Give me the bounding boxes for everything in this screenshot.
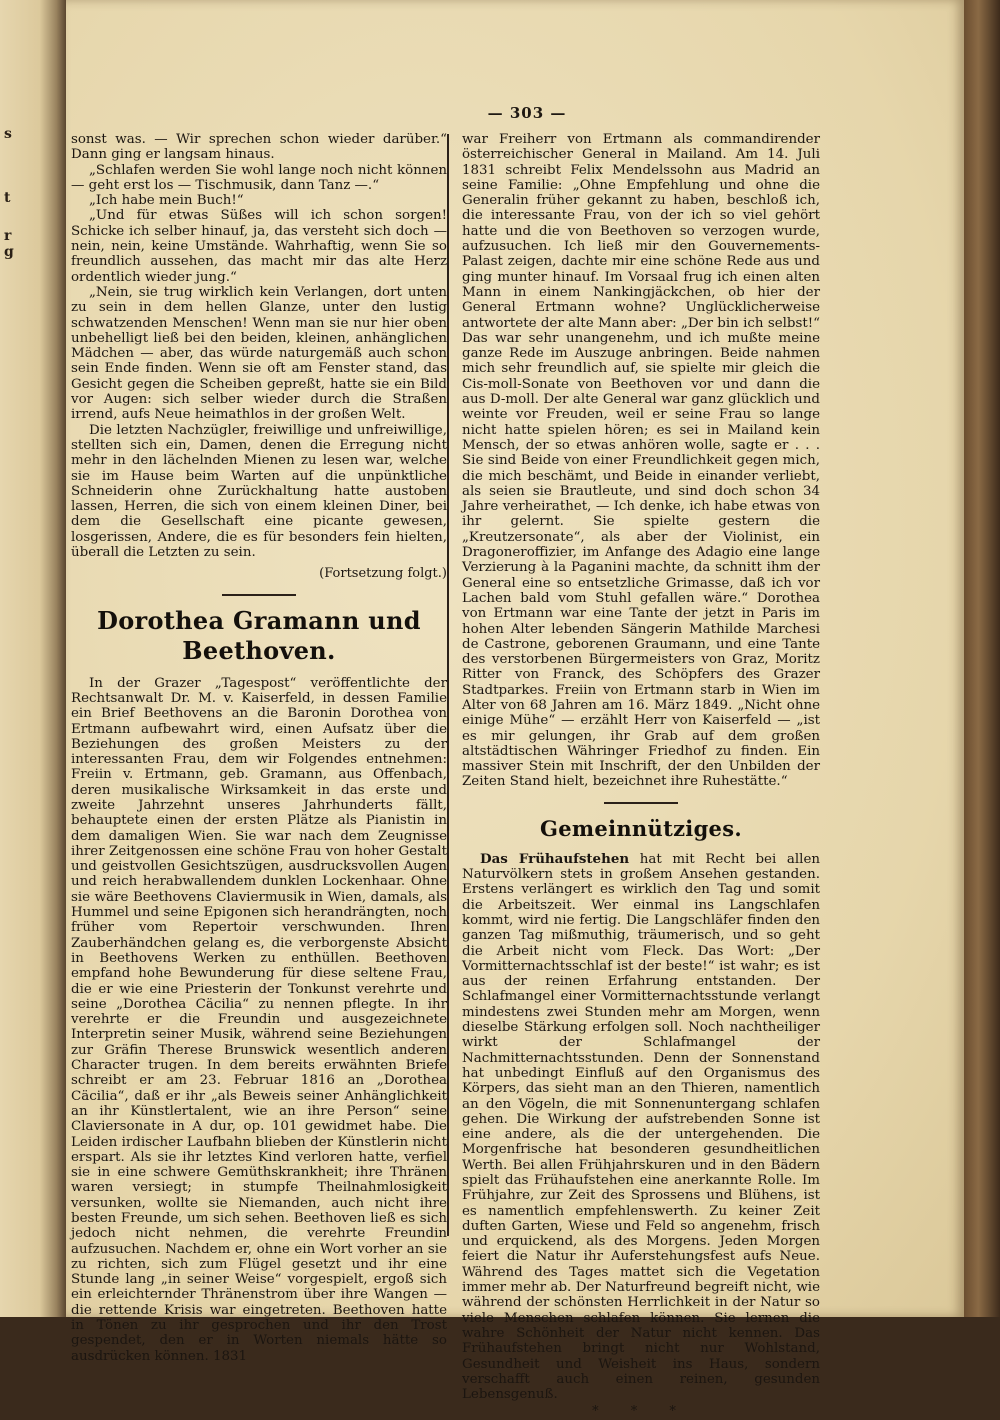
margin-fragment: s bbox=[4, 126, 12, 142]
end-mark: * * * bbox=[592, 1404, 690, 1420]
margin-fragment: r bbox=[4, 228, 12, 244]
paragraph: In der Grazer „Tagespost“ veröffentlichte der Rechtsanwalt Dr. M. v. Kaiserfeld, in dessen Familie ein Brief Beethovens an die Baronin Dorothea von Ertmann aufbewahrt wird, einen Aufsatz über die Beziehungen des großen Meisters zu der interessanten Frau, dem wir Folgendes entnehmen: Freiin v. Ertmann, geb. Gramann, aus Offenbach, deren musikalische Wirksamkeit in das erste und zweite Jahrzehnt unseres Jahrhunderts fällt, behauptete einen der ersten Plätze als Pianistin in dem damaligen Wien. Sie war nach dem Zeugnisse ihrer Zeitgenossen eine schöne Frau von hoher Gestalt und geistvollen Gesichtszügen, ausdrucksvollen Augen und reich herabwallendem dunklen Lockenhaar. Ohne sie wäre Beethovens Claviermusik in Wien, damals, als Hummel und seine Epigonen sich herandrängten, noch früher vom Repertoir verschwunden. Ihren Zauberhändchen gelang es, die verborgenste Absicht in Beethovens Werken zu enthüllen. Beethoven empfand hohe Bewunderung für diese seltene Frau, die er wie eine Priesterin der Tonkunst verehrte und seine „Dorothea Cäcilia“ zu nennen pflegte. In ihr verehrte er die Freundin und ausgezeichnete Interpretin seiner Musik, während seine Beziehungen zur Gräfin Therese Brunswick wesentlich anderen Character trugen. In dem bereits erwähnten Briefe schreibt er am 23. Februar 1816 an „Dorothea Cäcilia“, daß er ihr „als Beweis seiner Anhänglichkeit an ihr Künstlertalent, wie an ihre Person“ seine Claviersonate in A dur, op. 101 gewidmet habe. Die Leiden irdischer Laufbahn blieben der Künstlerin nicht erspart. Als sie ihr letztes Kind verloren hatte, verfiel sie in eine schwere Gemüthskrankheit; ihre Thränen waren versiegt; in stumpfe Theilnahmlosigkeit versunken, wollte sie Niemanden, auch nicht ihre besten Freunde, um sich sehen. Beethoven ließ es sich jedoch nicht nehmen, die verehrte Freundin aufzusuchen. Nachdem er, ohne ein Wort vorher an sie zu richten, sich zum Flügel gesetzt und ihr eine Stunde lang „in seiner Weise“ vorgespielt, ergoß sich ein erleichternder Thränenstrom über ihre Wangen — die rettende Krisis war eingetreten. Beethoven hatte in Tönen zu ihr gesprochen und ihr den Trost gespendet, den er in Worten niemals hätte so ausdrücken können. 1831 bbox=[71, 675, 447, 1364]
paragraph: „Ich habe mein Buch!“ bbox=[89, 193, 244, 209]
paragraph: Die letzten Nachzügler, freiwillige und unfreiwillige, stellten sich ein, Damen, denen die Erregung nicht mehr in den lächelnden Mienen zu lesen war, welche sie im Hause beim Warten auf die unpünktliche Schneiderin ohne Zurückhaltung hatte austoben lassen, Herren, die sich von einem kleinen Diner, bei dem die Gesellschaft eine picante gewesen, losgerissen, Andere, die es für besonders fein hielten, überall die Letzten zu sein. bbox=[71, 422, 447, 561]
article-title: Dorothea Gramann und Beethoven. bbox=[97, 605, 421, 665]
book-cover-edge bbox=[964, 0, 1000, 1317]
section-rule bbox=[604, 802, 678, 804]
previous-page-edge bbox=[0, 0, 66, 1317]
paragraph: „Nein, sie trug wirklich kein Verlangen, dort unten zu sein in dem hellen Glanze, unter den lustig schwatzenden Menschen! Wenn man sie nur hier oben unbehelligt ließ bei den beiden, kleinen, anhänglichen Mädchen — aber, das würde naturgemäß auch schon sein Ende finden. Wenn sie oft am Fenster stand, das Gesicht gegen die Scheiben gepreßt, hatte sie ein Bild vor Augen: sich selber wieder durch die Straßen irrend, aufs Neue heimathlos in der großen Welt. bbox=[71, 284, 447, 423]
left-column bbox=[71, 132, 447, 1364]
paragraph: sonst was. — Wir sprechen schon wieder darüber.“ Dann ging er langsam hinaus. bbox=[71, 132, 447, 163]
continuation-note: (Fortsetzung folgt.) bbox=[319, 566, 447, 582]
right-column bbox=[462, 132, 820, 1420]
item-lead: Das Frühaufstehen bbox=[480, 850, 630, 867]
column-divider bbox=[447, 134, 449, 1236]
paragraph: war Freiherr von Ertmann als commandirender österreichischer General in Mailand. Am 14. Juli 1831 schreibt Felix Mendelssohn aus Madrid an seine Familie: „Ohne Empfehlung und ohne die Generalin früher gekannt zu haben, beschloß ich, die interessante Frau, von der ich so viel gehört hatte und die von Beethoven so verzogen wurde, aufzusuchen. Ich ließ mir den Gouvernements-Palast zeigen, dachte mir eine schöne Rede aus und ging munter hinauf. Im Vorsaal frug ich einen alten Mann in einem Nankingjäckchen, ob hier der General Ertmann wohne? Unglücklicherweise antwortete der alte Mann aber: „Der bin ich selbst!“ Das war sehr unangenehm, und ich mußte meine ganze Rede im Auszuge anbringen. Beide nahmen mich sehr freundlich auf, sie spielte mir gleich die Cis-moll-Sonate von Beethoven vor und dann die aus D-moll. Der alte General war ganz glücklich und weinte vor Freuden, weil er seine Frau so lange nicht hatte spielen hören; es sei in Mailand kein Mensch, der so etwas anhören wolle, sagte er . . . Sie sind Beide von einer Freundlichkeit gegen mich, die mich beschämt, und Beide in einander verliebt, als seien sie Brautleute, und sind doch schon 34 Jahre verheirathet, — Ich denke, ich habe etwas von ihr gelernt. Sie spielte gestern die „Kreutzersonate“, als aber der Violinist, ein Dragoneroffizier, im Anfange des Adagio eine lange Verzierung à la Paganini machte, da schnitt ihm der General eine so entsetzliche Grimasse, daß ich vor Lachen bald vom Stuhl gefallen wäre.“ Dorothea von Ertmann war eine Tante der jetzt in Paris im hohen Alter lebenden Sängerin Mathilde Marchesi de Castrone, geborenen Graumann, und eine Tante des verstorbenen Bürgermeisters von Graz, Moritz Ritter von Franck, des Schöpfers des Grazer Stadtparkes. Freiin von Ertmann starb in Wien im Alter von 68 Jahren am 16. März 1849. „Nicht ohne einige Mühe“ — erzählt Herr von Kaiserfeld — „ist es mir gelungen, ihr Grab auf dem großen altstädtischen Währinger Friedhof zu finden. Ein massiver Stein mit Inschrift, der den Unbilden der Zeiten Stand hielt, bezeichnet ihre Ruhestätte.“ bbox=[462, 132, 820, 790]
margin-fragment: t bbox=[4, 190, 11, 206]
paragraph: „Schlafen werden Sie wohl lange noch nicht können — geht erst los — Tischmusik, dann Tanz —.“ bbox=[71, 162, 447, 193]
section-title: Gemeinnütziges. bbox=[540, 815, 742, 841]
paragraph bbox=[462, 852, 820, 1403]
section-rule bbox=[222, 594, 296, 596]
item-text: hat mit Recht bei allen Naturvölkern stets in großem Ansehen gestanden. Erstens verlängert es wirklich den Tag und somit die Arbeitszeit. Wer einmal ins Langschlafen kommt, wird nie fertig. Die Langschläfer finden den ganzen Tag mißmuthig, träumerisch, und so geht die Arbeit nicht vom Fleck. Das Wort: „Der Vormitternachtsschlaf ist der beste!“ ist wahr; es ist aus der reinen Erfahrung entstanden. Der Schlafmangel einer Vormitternachtsstunde verlangt mindestens zwei Stunden mehr am Morgen, wenn dieselbe Stärkung erfolgen soll. Noch nachtheiliger wirkt der Schlafmangel der Nachmitternachtsstunden. Denn der Sonnenstand hat unbedingt Einfluß auf den Organismus des Körpers, das sieht man an den Thieren, namentlich an den Vögeln, die mit Sonnenuntergang schlafen gehen. Die Wirkung der aufstrebenden Sonne ist eine andere, als die der untergehenden. Die Morgenfrische hat besonderen gesundheitlichen Werth. Bei allen Frühjahrskuren und in den Bädern spielt das Frühaufstehen eine anerkannte Rolle. Im Frühjahre, zur Zeit des Sprossens und Blühens, ist es namentlich empfehlenswerth. Zu keiner Zeit duften Garten, Wiese und Feld so angenehm, frisch und erquickend, als des Morgens. Jeden Morgen feiert die Natur ihr Auferstehungsfest aufs Neue. Während des Tages mattet sich die Vegetation immer mehr ab. Der Naturfreund begreift nicht, wie während der schönsten Herrlichkeit in der Natur so viele Menschen schlafen können. Sie lernen die wahre Schönheit der Natur nicht kennen. Das Frühaufstehen bringt nicht nur Wohlstand, Gesundheit und Weisheit ins Haus, sondern verschafft auch einen reinen, gesunden Lebensgenuß. bbox=[462, 851, 820, 1403]
margin-fragment: g bbox=[4, 244, 14, 260]
paragraph: „Und für etwas Süßes will ich schon sorgen! Schicke ich selber hinauf, ja, das versteht sich doch — nein, nein, keine Umstände. Wahrhaftig, wenn Sie so freundlich aussehen, das macht mir das alte Herz ordentlich wieder jung.“ bbox=[71, 208, 447, 285]
page-number: — 303 — bbox=[487, 104, 567, 122]
